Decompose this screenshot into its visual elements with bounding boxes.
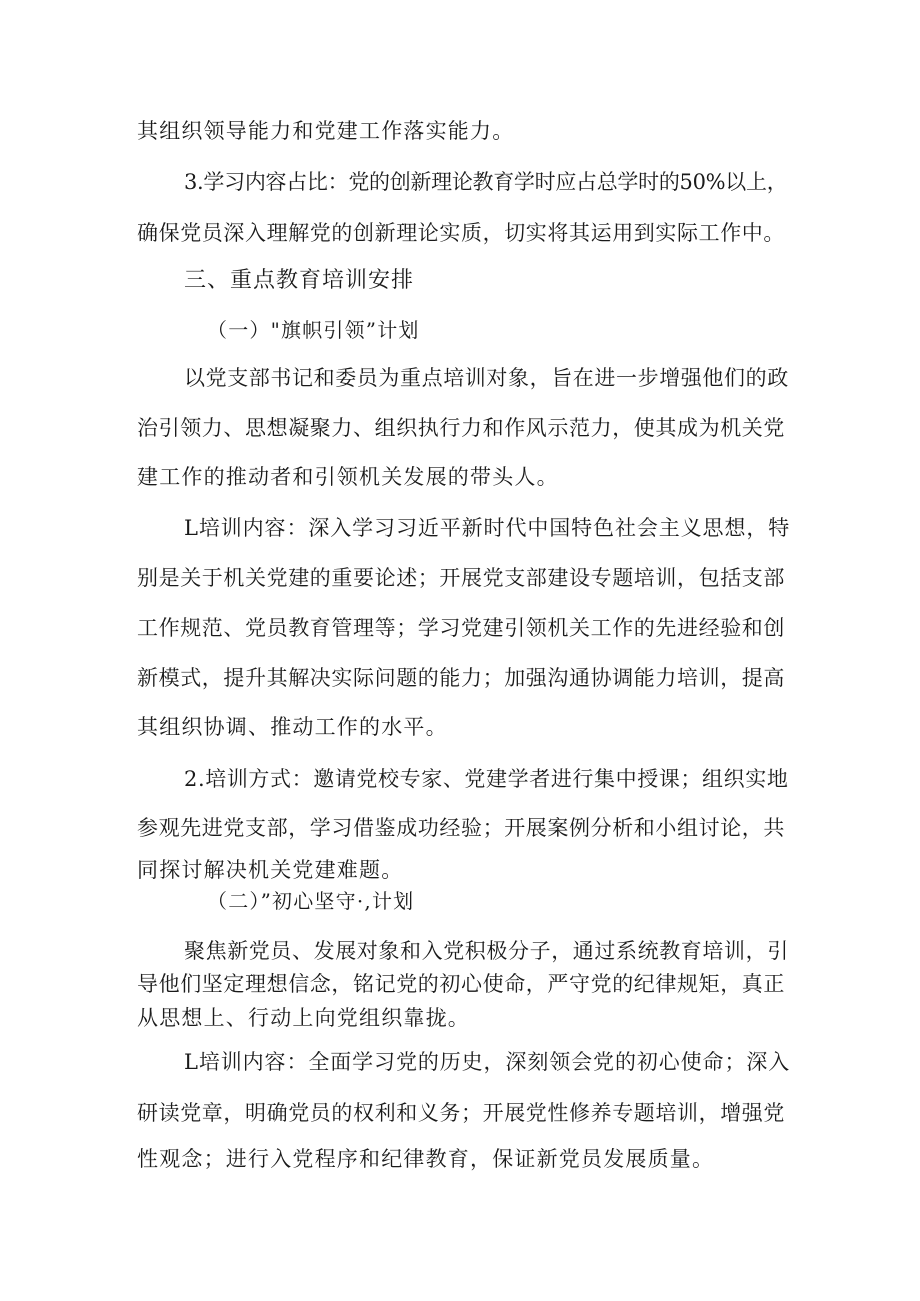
body-text-line: 2.培训方式：邀请党校专家、党建学者进行集中授课；组织实地 — [184, 767, 789, 791]
subsection-heading: （二）”初心坚守·,计划 — [207, 889, 415, 913]
body-text-line: 工作规范、党员教育管理等；学习党建引领机关工作的先进经验和创 — [137, 616, 785, 640]
body-text-line: 聚焦新党员、发展对象和入党积极分子，通过系统教育培训，引 — [184, 939, 789, 963]
body-text-line: L培训内容：深入学习习近平新时代中国特色社会主义思想，特 — [184, 516, 791, 540]
section-heading: 三、重点教育培训安排 — [184, 268, 415, 293]
body-text-line: 性观念；进行入党程序和纪律教育，保证新党员发展质量。 — [137, 1147, 715, 1171]
body-text-line: 建工作的推动者和引领机关发展的带头人。 — [137, 465, 559, 489]
body-text-line: 3.学习内容占比：党的创新理论教育学时应占总学时的50%以上， — [184, 170, 788, 194]
body-text-line: 其组织协调、推动工作的水平。 — [137, 715, 448, 739]
body-text-line: 确保党员深入理解党的创新理论实质，切实将其运用到实际工作中。 — [137, 221, 785, 245]
body-text-line: L培训内容：全面学习党的历史，深刻领会党的初心使命；深入 — [184, 1050, 791, 1074]
body-text-line: 同探讨解决机关党建难题。 — [137, 858, 404, 882]
body-text-line: 参观先进党支部，学习借鉴成功经验；开展案例分析和小组讨论，共 — [137, 816, 785, 840]
body-text-line: 治引领力、思想凝聚力、组织执行力和作风示范力，使其成为机关党 — [137, 416, 785, 440]
body-text-line: 以党支部书记和委员为重点培训对象，旨在进一步增强他们的政 — [184, 366, 789, 390]
body-text-line: 导他们坚定理想信念，铭记党的初心使命，严守党的纪律规矩，真正 — [137, 972, 785, 996]
body-text-line: 研读党章，明确党员的权利和义务；开展党性修养专题培训，增强党 — [137, 1101, 785, 1125]
body-text-line: 其组织领导能力和党建工作落实能力。 — [137, 119, 515, 143]
body-text-line: 从思想上、行动上向党组织靠拢。 — [137, 1006, 470, 1030]
subsection-heading: （一）"旗帜引领”计划 — [207, 318, 420, 342]
body-text-line: 新模式，提升其解决实际问题的能力；加强沟通协调能力培训，提高 — [137, 666, 785, 690]
body-text-line: 别是关于机关党建的重要论述；开展党支部建设专题培训，包括支部 — [137, 566, 785, 590]
